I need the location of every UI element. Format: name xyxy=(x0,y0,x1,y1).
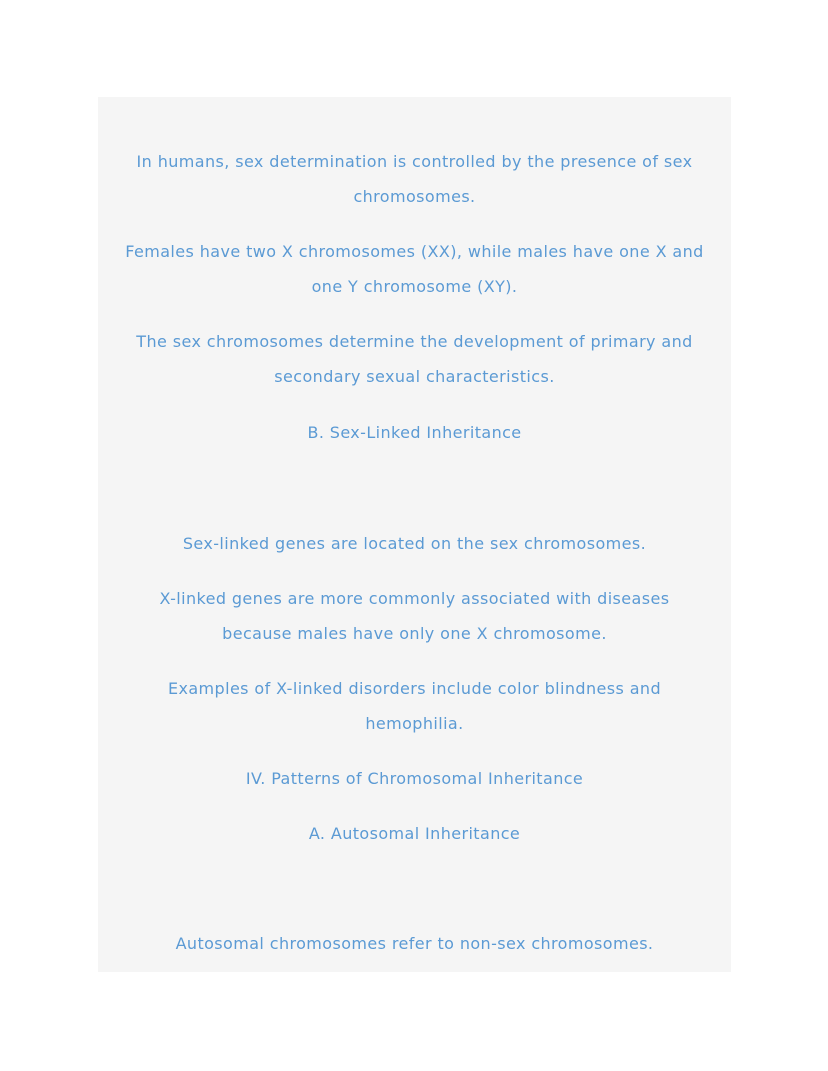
heading-autosomal-inheritance: A. Autosomal Inheritance xyxy=(308,824,521,843)
paragraph-chromosome-pairs-line-2: one Y chromosome (XY). xyxy=(311,277,518,296)
paragraph-sex-determination-line-2: chromosomes. xyxy=(353,187,476,206)
paragraph-sex-linked-genes: Sex-linked genes are located on the sex chromosomes. xyxy=(182,534,647,553)
paragraph-x-linked-genes-line-1: X-linked genes are more commonly associated with diseases xyxy=(159,589,670,608)
paragraph-x-linked-disorders-line-1: Examples of X-linked disorders include color blindness and xyxy=(167,679,662,698)
paragraph-autosomal-chromosomes: Autosomal chromosomes refer to non-sex chromosomes. xyxy=(175,934,654,953)
paragraph-chromosome-pairs-line-1: Females have two X chromosomes (XX), while males have one X and xyxy=(125,242,704,261)
paragraph-x-linked-genes-line-2: because males have only one X chromosome. xyxy=(222,624,607,643)
paragraph-x-linked-disorders-line-2: hemophilia. xyxy=(365,714,464,733)
heading-sex-linked-inheritance: B. Sex-Linked Inheritance xyxy=(307,423,522,442)
paragraph-sexual-characteristics-line-1: The sex chromosomes determine the development of primary and xyxy=(136,332,693,351)
heading-patterns-of-inheritance: IV. Patterns of Chromosomal Inheritance xyxy=(245,769,584,788)
paragraph-sex-determination-line-1: In humans, sex determination is controlled by the presence of sex xyxy=(136,152,693,171)
paragraph-sexual-characteristics-line-2: secondary sexual characteristics. xyxy=(274,367,555,386)
